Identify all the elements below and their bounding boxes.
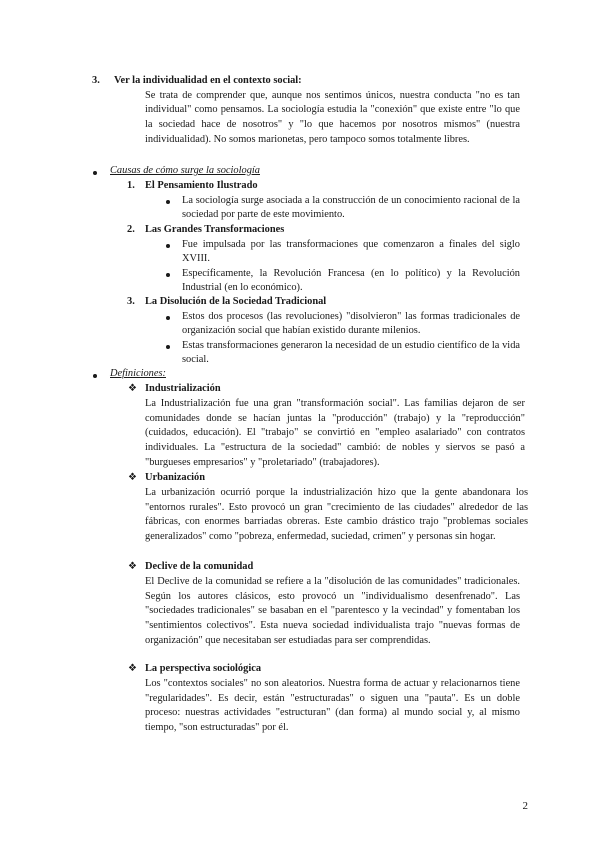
definition-title: Industrialización	[145, 383, 221, 394]
definition-body: La Industrialización fue una gran "transformación social". Las familias dejaron de ser comunidades donde se hacían juntas la "producción" (trabajo) y la "reproducción" (cuidados, educación). El "trabajo" se convirtió en "empleo asalariado" con contratos individuales. La "estructura de la sociedad" cambió: de nobles y siervos se pasó a "burgueses empresarios" y "proletariado" (trabajadores).	[145, 398, 525, 468]
diamond-bullet-icon: ❖	[128, 472, 137, 483]
diamond-bullet-icon: ❖	[128, 663, 137, 674]
bullet-icon	[166, 244, 170, 248]
cause-title: Las Grandes Transformaciones	[145, 224, 285, 235]
bullet-icon	[93, 171, 97, 175]
cause-title: La Disolución de la Sociedad Tradicional	[145, 296, 327, 307]
cause-bullet: La sociología surge asociada a la construcción de un conocimiento racional de la sociedad por parte de este movimiento.	[182, 194, 520, 221]
section-title: Ver la individualidad en el contexto social:	[114, 75, 302, 86]
cause-bullet: Estas transformaciones generaron la necesidad de un estudio científico de la vida social.	[182, 339, 520, 366]
diamond-bullet-icon: ❖	[128, 561, 137, 572]
bullet-icon	[166, 273, 170, 277]
bullet-icon	[166, 200, 170, 204]
definiciones-heading: Definiciones:	[110, 368, 166, 379]
definition-body: Los "contextos sociales" no son aleatorios. Nuestra forma de actuar y relacionarnos tiene "regularidades". Es decir, están "estructuradas" o siguen una "pauta". Es un doble proceso: nuestras actividades "estructuran" (dan forma) al mundo social y, al mismo tiempo, "son estructuradas" por él.	[145, 678, 520, 734]
causas-heading: Causas de cómo surge la sociología	[110, 165, 260, 176]
cause-title: El Pensamiento Ilustrado	[145, 180, 258, 191]
definition-body: La urbanización ocurrió porque la industrialización hizo que la gente abandonara los "entornos rurales". Esto provocó un gran "crecimiento de las ciudades" alrededor de las fábricas, con enormes barriadas obreras. Este cambio drástico trajo "problemas sociales generalizados" como "pobreza, enfermedad, suciedad, crimen" y personas sin hogar.	[145, 487, 528, 543]
section-number: 3.	[92, 75, 100, 86]
cause-bullet: Específicamente, la Revolución Francesa (en lo político) y la Revolución Industrial (en lo económico).	[182, 267, 520, 294]
diamond-bullet-icon: ❖	[128, 383, 137, 394]
cause-number: 2.	[127, 224, 135, 235]
definition-title: La perspectiva sociológica	[145, 663, 262, 674]
page-number: 2	[522, 800, 528, 812]
bullet-icon	[166, 316, 170, 320]
definition-title: Urbanización	[145, 472, 206, 483]
bullet-icon	[93, 374, 97, 378]
cause-bullet: Fue impulsada por las transformaciones que comenzaron a finales del siglo XVIII.	[182, 238, 520, 265]
cause-number: 3.	[127, 296, 135, 307]
cause-bullet: Estos dos procesos (las revoluciones) "disolvieron" las formas tradicionales de organización social que habían existido durante milenios.	[182, 310, 520, 337]
definition-body: El Declive de la comunidad se refiere a la "disolución de las comunidades" tradicionales. Según los autores clásicos, esto provocó un "individualismo desenfrenado". Las "sociedades tradicionales" se basaban en el "parentesco y la vecindad" y fomentaban los "sentimientos colectivos". Esta nueva sociedad individualista trajo "nuevas formas de organización" que necesitaban ser estudiadas para ser comprendidas.	[145, 576, 520, 646]
definition-title: Declive de la comunidad	[145, 561, 254, 572]
section-body: Se trata de comprender que, aunque nos sentimos únicos, nuestra conducta "no es tan individual" como pensamos. La sociología estudia la "conexión" que existe entre "lo que la sociedad hace de nosotros" y "lo que hacemos por nosotros mismos" (nuestra individualidad). No somos marionetas, pero tampoco somos totalmente libres.	[145, 89, 520, 145]
cause-number: 1.	[127, 180, 135, 191]
bullet-icon	[166, 345, 170, 349]
